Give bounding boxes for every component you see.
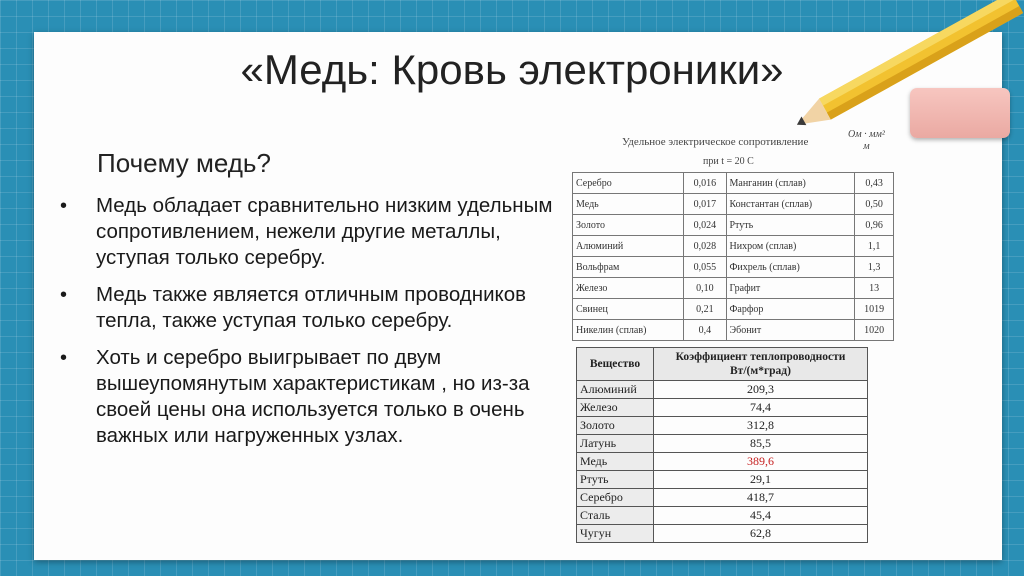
table-cell: 312,8: [654, 417, 868, 435]
bullet-text: Медь также является отличным проводников тепла, также уступая только серебру.: [96, 283, 527, 332]
resistivity-table: [572, 172, 894, 341]
table-cell: Медь: [573, 194, 684, 215]
table-cell: 209,3: [654, 381, 868, 399]
table-cell: Золото: [573, 215, 684, 236]
resistivity-caption: Удельное электрическое сопротивление: [622, 136, 809, 148]
table-cell: Латунь: [577, 435, 654, 453]
table-cell: Манганин (сплав): [726, 173, 855, 194]
bullet-text: Медь обладает сравнительно низким удельным сопротивлением, нежели другие металлы, уступая только серебру.: [96, 194, 553, 269]
bullet-item: [60, 345, 580, 449]
bullet-list: [60, 193, 580, 460]
table-row: [577, 489, 868, 507]
table-cell: 45,4: [654, 507, 868, 525]
table-cell: 0,024: [684, 215, 726, 236]
unit-numerator: Ом · мм²: [848, 129, 885, 140]
table-cell: Медь: [577, 453, 654, 471]
bullet-dot-icon: •: [60, 347, 68, 369]
table-row: [573, 215, 894, 236]
table-cell: 0,055: [684, 257, 726, 278]
table-row: [573, 320, 894, 341]
table-row: [573, 257, 894, 278]
eraser-icon: [910, 88, 1010, 138]
table-row: [577, 381, 868, 399]
table-cell: Нихром (сплав): [726, 236, 855, 257]
table-cell: 418,7: [654, 489, 868, 507]
table-cell: Серебро: [573, 173, 684, 194]
table-cell: Алюминий: [577, 381, 654, 399]
table-cell-highlighted: 389,6: [654, 453, 868, 471]
table-cell: 0,017: [684, 194, 726, 215]
bullet-dot-icon: •: [60, 284, 68, 306]
slide-title: «Медь: Кровь электроники»: [240, 46, 784, 93]
table-cell: 0,10: [684, 278, 726, 299]
table-cell: 0,21: [684, 299, 726, 320]
table-cell: 0,50: [855, 194, 894, 215]
table-row-highlighted: [577, 453, 868, 471]
table-cell: Ртуть: [577, 471, 654, 489]
table-cell: Железо: [573, 278, 684, 299]
table-cell: Серебро: [577, 489, 654, 507]
table-cell: 29,1: [654, 471, 868, 489]
table-row: [577, 507, 868, 525]
table-cell: 13: [855, 278, 894, 299]
column-header-coefficient: Коэффициент теплопроводности Вт/(м*град): [654, 348, 868, 381]
table-row: [573, 299, 894, 320]
table-cell: Золото: [577, 417, 654, 435]
table-cell: Константан (сплав): [726, 194, 855, 215]
table-row: [573, 278, 894, 299]
table-cell: 1020: [855, 320, 894, 341]
table-row: [577, 525, 868, 543]
slide-subtitle: Почему медь?: [97, 148, 271, 178]
table-row: [577, 471, 868, 489]
table-row: [573, 173, 894, 194]
unit-denominator: м: [863, 141, 870, 152]
table-cell: 74,4: [654, 399, 868, 417]
resistivity-condition: при t = 20 С: [703, 156, 754, 167]
table-cell: Эбонит: [726, 320, 855, 341]
bullet-text: Хоть и серебро выигрывает по двум вышеупомянутым характеристикам , но из-за своей цены она используется только в очень важных или нагруженных узлах.: [96, 346, 530, 447]
table-cell: 1,3: [855, 257, 894, 278]
table-cell: Фихрель (сплав): [726, 257, 855, 278]
table-cell: 0,96: [855, 215, 894, 236]
table-cell: 1,1: [855, 236, 894, 257]
table-cell: Вольфрам: [573, 257, 684, 278]
table-cell: Никелин (сплав): [573, 320, 684, 341]
table-cell: Свинец: [573, 299, 684, 320]
table-cell: Алюминий: [573, 236, 684, 257]
table-cell: Фарфор: [726, 299, 855, 320]
bullet-item: [60, 193, 580, 271]
table-cell: Сталь: [577, 507, 654, 525]
bullet-dot-icon: •: [60, 195, 68, 217]
table-cell: 62,8: [654, 525, 868, 543]
table-cell: Железо: [577, 399, 654, 417]
table-cell: Ртуть: [726, 215, 855, 236]
table-cell: 85,5: [654, 435, 868, 453]
table-row: [577, 417, 868, 435]
table-row: [577, 435, 868, 453]
table-cell: 0,43: [855, 173, 894, 194]
table-cell: 0,4: [684, 320, 726, 341]
table-cell: Чугун: [577, 525, 654, 543]
table-header-row: [577, 348, 868, 381]
thermal-conductivity-table: [576, 347, 868, 543]
table-row: [573, 194, 894, 215]
table-row: [577, 399, 868, 417]
table-cell: 0,016: [684, 173, 726, 194]
table-row: [573, 236, 894, 257]
table-cell: 0,028: [684, 236, 726, 257]
table-cell: 1019: [855, 299, 894, 320]
bullet-item: [60, 282, 580, 334]
column-header-substance: Вещество: [577, 348, 654, 381]
table-cell: Графит: [726, 278, 855, 299]
